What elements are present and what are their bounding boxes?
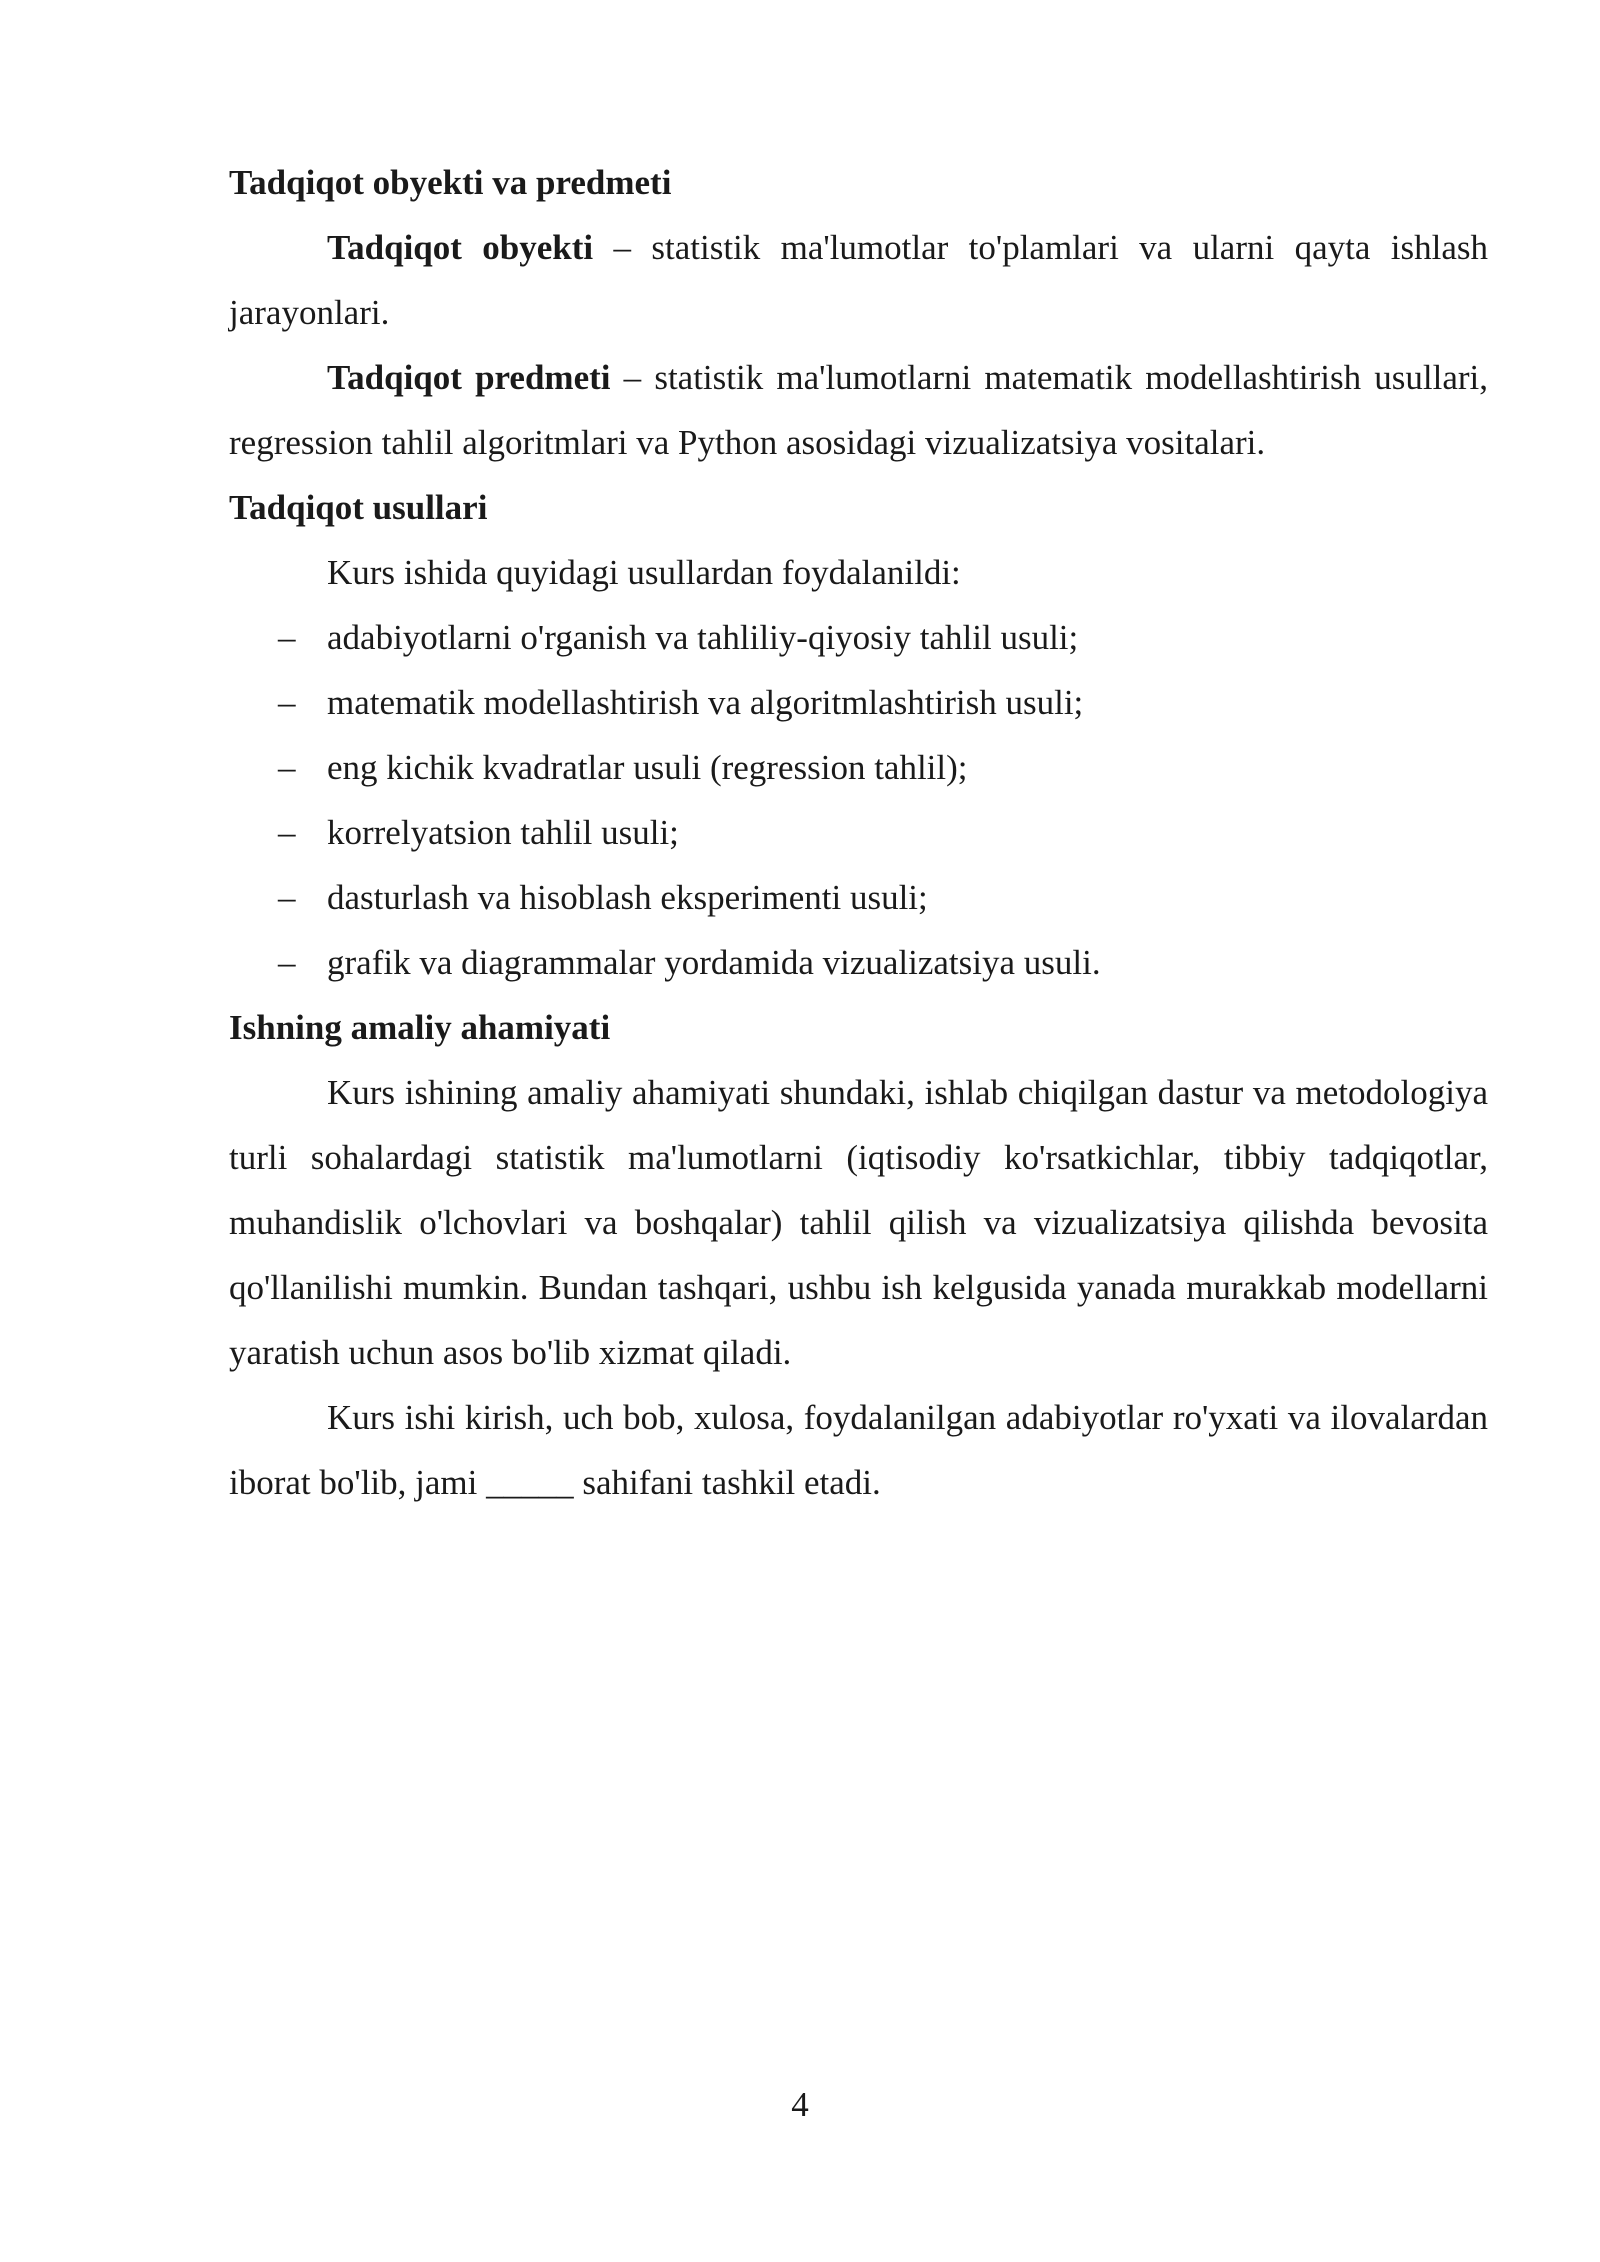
document-page xyxy=(229,150,1488,1515)
list-item-text: matematik modellashtirish va algoritmlashtirish usuli; xyxy=(327,683,1084,722)
section-heading-practical-significance: Ishning amaliy ahamiyati xyxy=(229,1008,611,1047)
section-heading-methods: Tadqiqot usullari xyxy=(229,488,488,527)
list-item xyxy=(229,930,1488,995)
subject-definition-text: – statistik ma'lumotlarni matematik modellashtirish usullari, regression tahlil algoritmlari va Python asosidagi vizualizatsiya vositalari. xyxy=(229,358,1488,462)
list-item xyxy=(229,605,1488,670)
practical-significance-paragraph: Kurs ishining amaliy ahamiyati shundaki, ishlab chiqilgan dastur va metodologiya turli sohalardagi statistik ma'lumotlarni (iqtisodiy ko'rsatkichlar, tibbiy tadqiqotlar, muhandislik o'lchovlari va boshqalar) tahlil qilish va vizualizatsiya qilishda bevosita qo'llanilishi mumkin. Bundan tashqari, ushbu ish kelgusida yanada murakkab modellarni yaratish uchun asos bo'lib xizmat qiladi. xyxy=(229,1073,1488,1372)
section-heading-object-subject: Tadqiqot obyekti va predmeti xyxy=(229,163,672,202)
page-number: 4 xyxy=(791,2085,809,2124)
methods-list xyxy=(229,605,1488,995)
list-item-text: eng kichik kvadratlar usuli (regression tahlil); xyxy=(327,748,968,787)
list-item xyxy=(229,670,1488,735)
subject-term: Tadqiqot predmeti xyxy=(327,358,611,397)
list-bullet: – xyxy=(278,878,296,917)
object-term: Tadqiqot obyekti xyxy=(327,228,594,267)
list-bullet: – xyxy=(278,618,296,657)
object-definition-paragraph xyxy=(229,215,1488,345)
structure-paragraph: Kurs ishi kirish, uch bob, xulosa, foydalanilgan adabiyotlar ro'yxati va ilovalardan iborat bo'lib, jami _____ sahifani tashkil etadi. xyxy=(229,1398,1488,1502)
list-bullet: – xyxy=(278,748,296,787)
methods-intro-paragraph: Kurs ishida quyidagi usullardan foydalanildi: xyxy=(327,553,961,592)
list-item xyxy=(229,865,1488,930)
list-item-text: grafik va diagrammalar yordamida vizualizatsiya usuli. xyxy=(327,943,1101,982)
list-item-text: adabiyotlarni o'rganish va tahliliy-qiyosiy tahlil usuli; xyxy=(327,618,1079,657)
list-item-text: korrelyatsion tahlil usuli; xyxy=(327,813,679,852)
object-definition-text: – statistik ma'lumotlar to'plamlari va ularni qayta ishlash jarayonlari. xyxy=(229,228,1488,332)
list-bullet: – xyxy=(278,813,296,852)
subject-definition-paragraph xyxy=(229,345,1488,475)
list-item xyxy=(229,735,1488,800)
list-item-text: dasturlash va hisoblash eksperimenti usuli; xyxy=(327,878,928,917)
list-item xyxy=(229,800,1488,865)
list-bullet: – xyxy=(278,683,296,722)
list-bullet: – xyxy=(278,943,296,982)
